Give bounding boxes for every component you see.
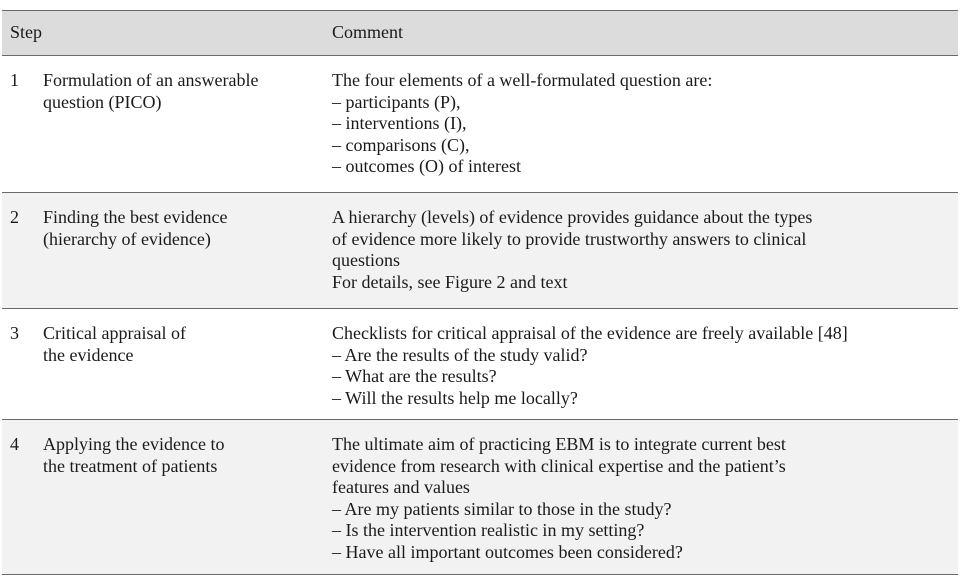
table-row xyxy=(2,193,958,309)
step-name: Applying the evidence to the treatment of patients xyxy=(43,434,225,476)
table-header-row xyxy=(2,11,958,56)
step-name: Critical appraisal of the evidence xyxy=(43,323,186,365)
table-row xyxy=(2,420,958,574)
table-row xyxy=(2,56,958,193)
step-comment: The ultimate aim of practicing EBM is to integrate current best evidence from research with clinical expertise and the patient’s features and values – Are my patients similar to those in the study? – Is the intervention realistic in my setting? – Have all important outcomes been considered? xyxy=(332,434,786,562)
step-name: Formulation of an answerable question (PICO) xyxy=(43,70,259,112)
header-comment: Comment xyxy=(332,22,403,42)
step-number: 4 xyxy=(10,434,19,454)
header-step: Step xyxy=(10,22,43,42)
step-number: 1 xyxy=(10,70,19,90)
step-name: Finding the best evidence (hierarchy of evidence) xyxy=(43,207,228,249)
step-comment: Checklists for critical appraisal of the evidence are freely available [48] – Are the results of the study valid? – What are the results? – Will the results help me locally? xyxy=(332,323,848,408)
step-comment: A hierarchy (levels) of evidence provides guidance about the types of evidence more likely to provide trustworthy answers to clinical questions For details, see Figure 2 and text xyxy=(332,207,813,292)
step-number: 3 xyxy=(10,323,19,343)
ebm-steps-table xyxy=(2,10,958,575)
step-number: 2 xyxy=(10,207,19,227)
table-row xyxy=(2,309,958,420)
step-comment: The four elements of a well-formulated question are: – participants (P), – interventions (I), – comparisons (C), – outcomes (O) of interest xyxy=(332,70,713,176)
